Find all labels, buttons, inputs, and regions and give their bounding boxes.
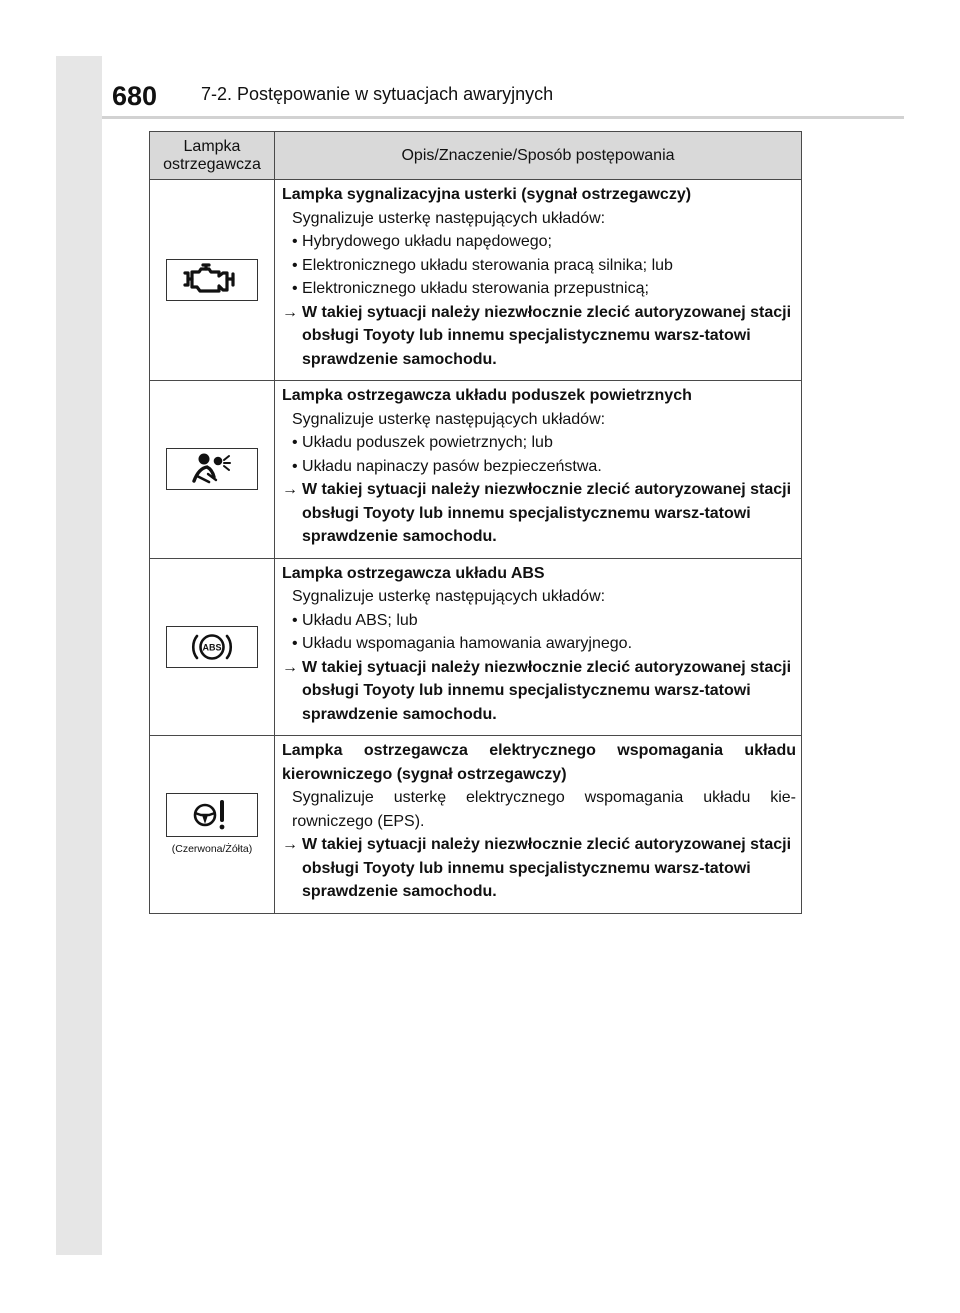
entry-bullet: • Układu ABS; lub <box>292 611 418 629</box>
entry-action <box>282 301 796 372</box>
lamp-cell <box>150 736 275 914</box>
entry-bullet: • Układu wspomagania hamowania awaryjnego. <box>292 635 633 652</box>
entry-bullet: • Elektronicznego układu sterowania przepustnicą; <box>292 280 649 297</box>
entry-action <box>282 478 796 549</box>
entry-action-text: W takiej sytuacji należy niezwłocznie zlecić autoryzowanej stacji obsługi Toyoty lub innemu specjalistycznemu warsz-tatowi sprawdzenie samochodu. <box>302 658 792 723</box>
page-sidebar <box>56 56 102 1255</box>
lamp-cell <box>150 558 275 736</box>
entry-text: Sygnalizuje usterkę elektrycznego wspomagania układu kie-rowniczego (EPS). <box>292 789 796 830</box>
entry-action-text: W takiej sytuacji należy niezwłocznie zlecić autoryzowanej stacji obsługi Toyoty lub innemu specjalistycznemu warsz-tatowi sprawdzenie samochodu. <box>302 481 792 545</box>
abs-icon-text: ABS <box>202 642 222 653</box>
entry-text: Sygnalizuje usterkę następujących układów: <box>292 588 606 605</box>
arrow-icon: → <box>282 836 298 853</box>
description-cell <box>275 736 802 914</box>
icon-caption: (Czerwona/Żółta) <box>171 843 253 856</box>
entry-text: Sygnalizuje usterkę następujących układów: <box>292 209 606 227</box>
entry-bullet: • Elektronicznego układu sterowania pracą silnika; lub <box>292 256 673 274</box>
arrow-icon: → <box>282 303 298 321</box>
entry-text: Sygnalizuje usterkę następujących układów: <box>292 410 606 428</box>
airbag-icon <box>166 448 258 490</box>
page-header <box>102 56 904 119</box>
section-title: 7-2. Postępowanie w sytuacjach awaryjnych <box>201 84 554 104</box>
table-row <box>150 180 802 381</box>
arrow-icon: → <box>282 481 298 498</box>
page-number: 680 <box>112 81 158 111</box>
arrow-icon: → <box>282 658 298 676</box>
entry-bullet: • Układu poduszek powietrznych; lub <box>292 434 553 451</box>
steering-warning-icon <box>166 793 258 837</box>
description-cell <box>275 180 802 381</box>
check-engine-icon <box>166 259 258 301</box>
description-cell <box>275 558 802 736</box>
entry-action-text: W takiej sytuacji należy niezwłocznie zlecić autoryzowanej stacji obsługi Toyoty lub innemu specjalistycznemu warsz-tatowi sprawdzenie samochodu. <box>302 836 792 900</box>
table-row <box>150 736 802 914</box>
column-header-lamp: Lampka ostrzegawcza <box>150 132 275 180</box>
lamp-cell <box>150 180 275 381</box>
table-row <box>150 381 802 559</box>
table-header-row <box>150 132 802 180</box>
warning-lights-table <box>149 131 802 914</box>
entry-action <box>282 833 796 904</box>
entry-bullet: • Układu napinaczy pasów bezpieczeństwa. <box>292 457 602 475</box>
abs-icon <box>166 626 258 668</box>
entry-title: Lampka sygnalizacyjna usterki (sygnał ostrzegawczy) <box>282 186 692 203</box>
entry-title: Lampka ostrzegawcza układu poduszek powietrznych <box>282 387 692 404</box>
entry-title: Lampka ostrzegawcza układu ABS <box>282 564 545 582</box>
entry-title: Lampka ostrzegawcza elektrycznego wspomagania układu kierowniczego (sygnał ostrzegawczy) <box>282 742 796 783</box>
entry-action <box>282 656 796 727</box>
description-cell <box>275 381 802 559</box>
column-header-description: Opis/Znaczenie/Sposób postępowania <box>275 132 802 180</box>
entry-action-text: W takiej sytuacji należy niezwłocznie zlecić autoryzowanej stacji obsługi Toyoty lub innemu specjalistycznemu warsz-tatowi sprawdzenie samochodu. <box>302 303 792 368</box>
table-row <box>150 558 802 736</box>
entry-bullet: • Hybrydowego układu napędowego; <box>292 233 552 250</box>
lamp-cell <box>150 381 275 559</box>
